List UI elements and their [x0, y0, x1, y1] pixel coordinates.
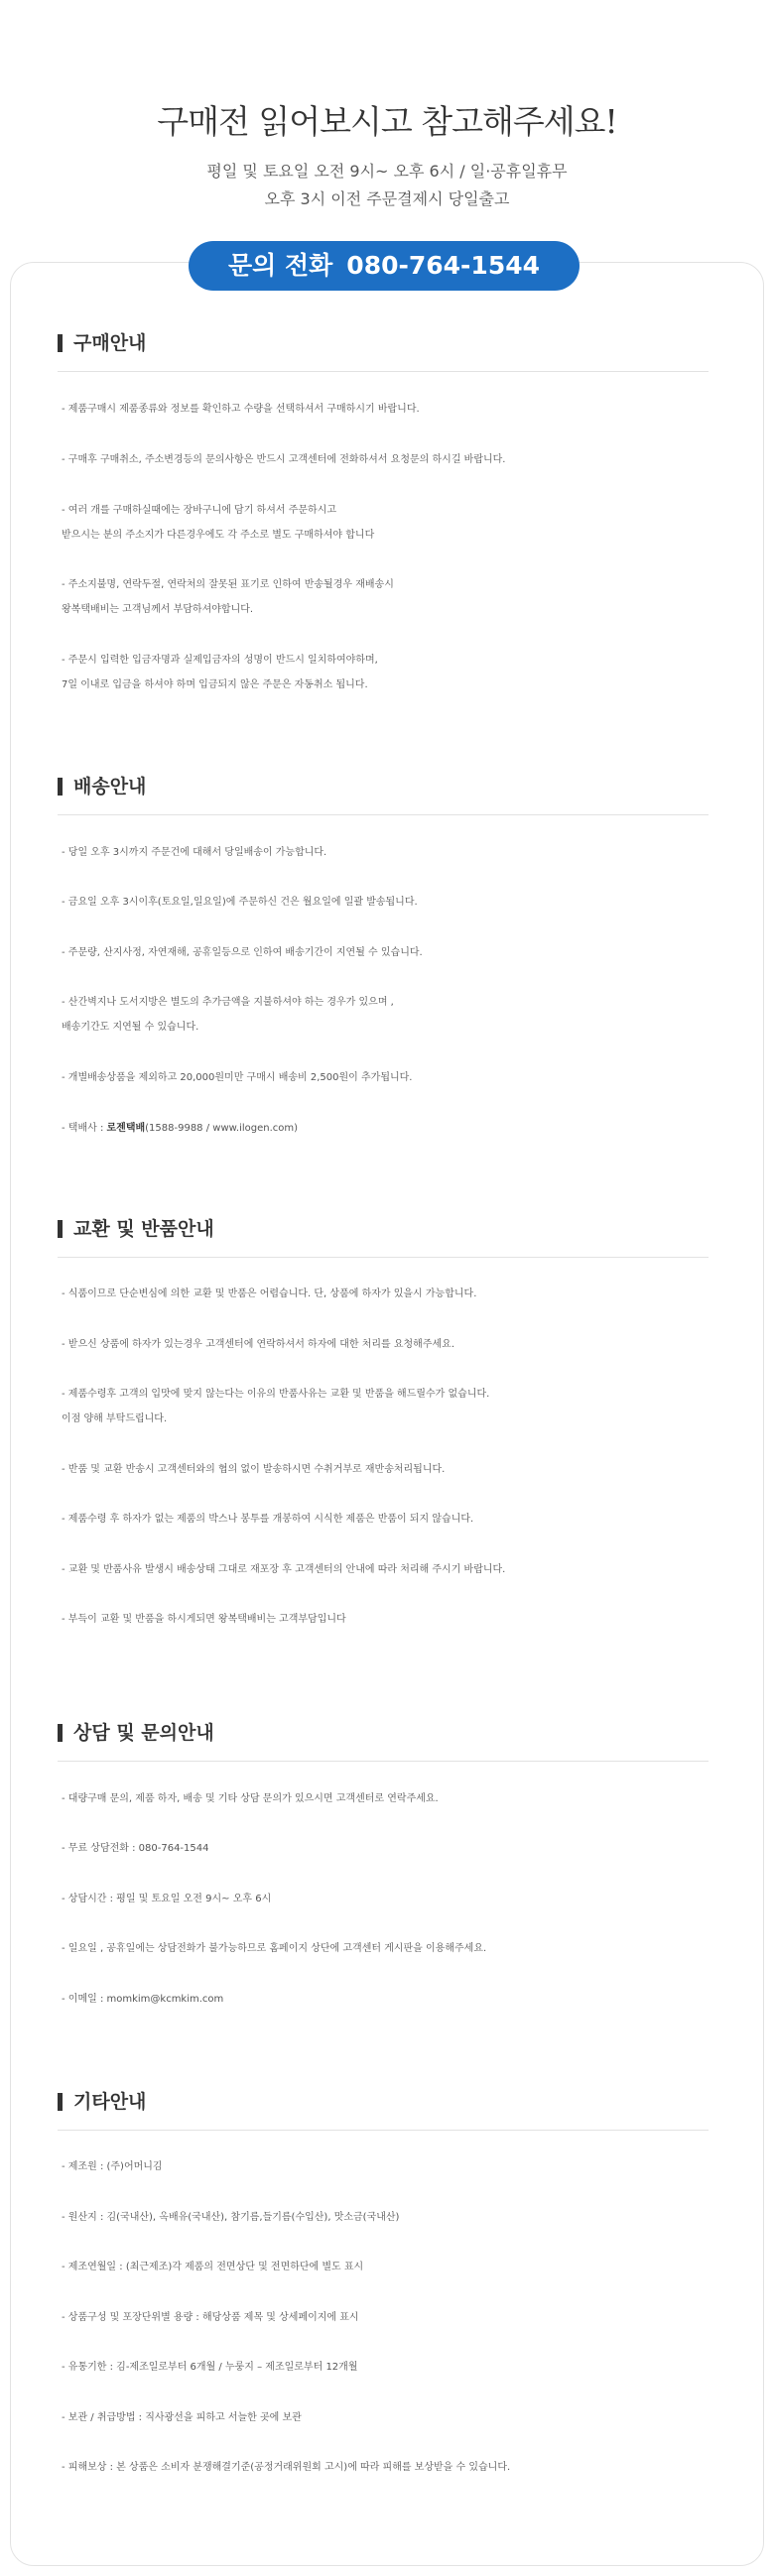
list-item: 받으시는 분의 주소지가 다른경우에도 각 주소로 별도 구매하셔야 합니다 — [62, 530, 375, 541]
phone-label: 문의 전화 — [227, 251, 333, 280]
list-item: - 무료 상담전화 : 080-764-1544 — [62, 1843, 209, 1854]
list-item: - 주소지불명, 연락두절, 연락처의 잘못된 표기로 인하여 반송될경우 재배송시 — [62, 579, 394, 590]
list-item: - 상품구성 및 포장단위별 용량 : 해당상품 제목 및 상세페이지에 표시 — [62, 2312, 359, 2323]
list-item: 7일 이내로 입금을 하셔야 하며 입금되지 않은 주문은 자동취소 됩니다. — [62, 679, 368, 690]
list-item: - 제품수령 후 하자가 없는 제품의 박스나 봉투를 개봉하여 시식한 제품은 반품이 되지 않습니다. — [62, 1514, 474, 1525]
list-item: - 구매후 구매취소, 주소변경등의 문의사항은 반드시 고객센터에 전화하셔서 요청문의 하시길 바랍니다. — [62, 454, 506, 465]
list-item: 배송기간도 지연될 수 있습니다. — [62, 1022, 199, 1033]
list-item: - 받으신 상품에 하자가 있는경우 고객센터에 연락하셔서 하자에 대한 처리를 요청해주세요. — [62, 1339, 454, 1350]
list-item: - 주문시 입력한 입금자명과 실제입금자의 성명이 반드시 일치하여야하며, — [62, 655, 378, 666]
list-item: - 보관 / 취급방법 : 직사광선을 피하고 서늘한 곳에 보관 — [62, 2412, 302, 2423]
list-item: - 피해보상 : 본 상품은 소비자 분쟁해결기준(공정거래위원회 고시)에 따라 피해를 보상받을 수 있습니다. — [62, 2462, 511, 2473]
list-item: - 여러 개를 구매하실때에는 장바구니에 담기 하셔서 주문하시고 — [62, 505, 337, 516]
courier-name: 로젠택배 — [106, 1123, 146, 1134]
list-item: - 산간벽지나 도서지방은 별도의 추가금액을 지불하셔야 하는 경우가 있으며 , — [62, 997, 394, 1008]
list-item: - 대량구매 문의, 제품 하자, 배송 및 기타 상담 문의가 있으시면 고객센터로 연락주세요. — [62, 1793, 439, 1804]
list-item: - 제품구매시 제품종류와 정보를 확인하고 수량을 선택하셔서 구매하시기 바랍니다. — [62, 404, 420, 415]
business-hours: 평일 및 토요일 오전 9시~ 오후 6시 / 일·공휴일휴무 — [206, 162, 568, 181]
section-purchase — [58, 331, 709, 372]
list-item: - 주문량, 산지사정, 자연재해, 공휴일등으로 인하여 배송기간이 지연될 수 있습니다. — [62, 947, 423, 958]
section-other — [58, 2090, 709, 2131]
list-item: - 일요일 , 공휴일에는 상담전화가 불가능하므로 홈페이지 상단에 고객센터 게시판을 이용해주세요. — [62, 1943, 487, 1954]
phone-inquiry-button[interactable] — [189, 241, 580, 291]
section-shipping — [58, 775, 709, 815]
section-title: 기타안내 — [58, 2090, 709, 2131]
section-title: 배송안내 — [58, 775, 709, 815]
shipping-notice: 오후 3시 이전 주문결제시 당일출고 — [264, 189, 510, 208]
list-item: - 부득이 교환 및 반품을 하시게되면 왕복택배비는 고객부담입니다 — [62, 1614, 346, 1625]
list-item: - 개별배송상품을 제외하고 20,000원미만 구매시 배송비 2,500원이 추가됩니다. — [62, 1072, 413, 1083]
list-item: - 원산지 : 김(국내산), 옥배유(국내산), 참기름,들기름(수입산), 맛소금(국내산) — [62, 2212, 400, 2223]
list-item: - 당일 오후 3시까지 주문건에 대해서 당일배송이 가능합니다. — [62, 847, 327, 858]
section-title: 상담 및 문의안내 — [58, 1721, 709, 1762]
courier-prefix: - 택배사 : — [62, 1123, 107, 1134]
section-title: 교환 및 반품안내 — [58, 1217, 709, 1258]
list-item: - 제품수령후 고객의 입맛에 맞지 않는다는 이유의 반품사유는 교환 및 반품을 해드릴수가 없습니다. — [62, 1389, 490, 1400]
list-item: - 유통기한 : 김-제조일로부터 6개월 / 누룽지 – 제조일로부터 12개월 — [62, 2362, 358, 2373]
list-item: - 이메일 : momkim@kcmkim.com — [62, 1994, 224, 2005]
page-title: 구매전 읽어보시고 참고해주세요! — [157, 102, 617, 141]
section-title: 구매안내 — [58, 331, 709, 372]
list-item: - 식품이므로 단순변심에 의한 교환 및 반품은 어렵습니다. 단, 상품에 하자가 있을시 가능합니다. — [62, 1288, 477, 1299]
list-item: 이점 양해 부탁드립니다. — [62, 1413, 168, 1424]
list-item: 왕복택배비는 고객님께서 부담하셔야합니다. — [62, 604, 254, 615]
list-item: - 상담시간 : 평일 및 토요일 오전 9시~ 오후 6시 — [62, 1894, 272, 1904]
list-item: - 제조연월일 : (최근제조)각 제품의 전면상단 및 전면하단에 별도 표시 — [62, 2262, 364, 2272]
courier-contact: (1588-9988 / www.ilogen.com) — [145, 1123, 299, 1134]
courier-item — [62, 1117, 736, 1140]
section-consultation — [58, 1721, 709, 1762]
list-item: - 교환 및 반품사유 발생시 배송상태 그대로 재포장 후 고객센터의 안내에 따라 처리해 주시기 바랍니다. — [62, 1564, 506, 1575]
section-returns — [58, 1217, 709, 1258]
list-item: - 제조원 : (주)어머니김 — [62, 2161, 163, 2172]
list-item: - 금요일 오후 3시이후(토요일,일요일)에 주문하신 건은 월요일에 일괄 발송됩니다. — [62, 897, 418, 908]
phone-number: 080-764-1544 — [346, 251, 540, 280]
list-item: - 반품 및 교환 반송시 고객센터와의 협의 없이 발송하시면 수취거부로 재반송처리됩니다. — [62, 1464, 446, 1475]
